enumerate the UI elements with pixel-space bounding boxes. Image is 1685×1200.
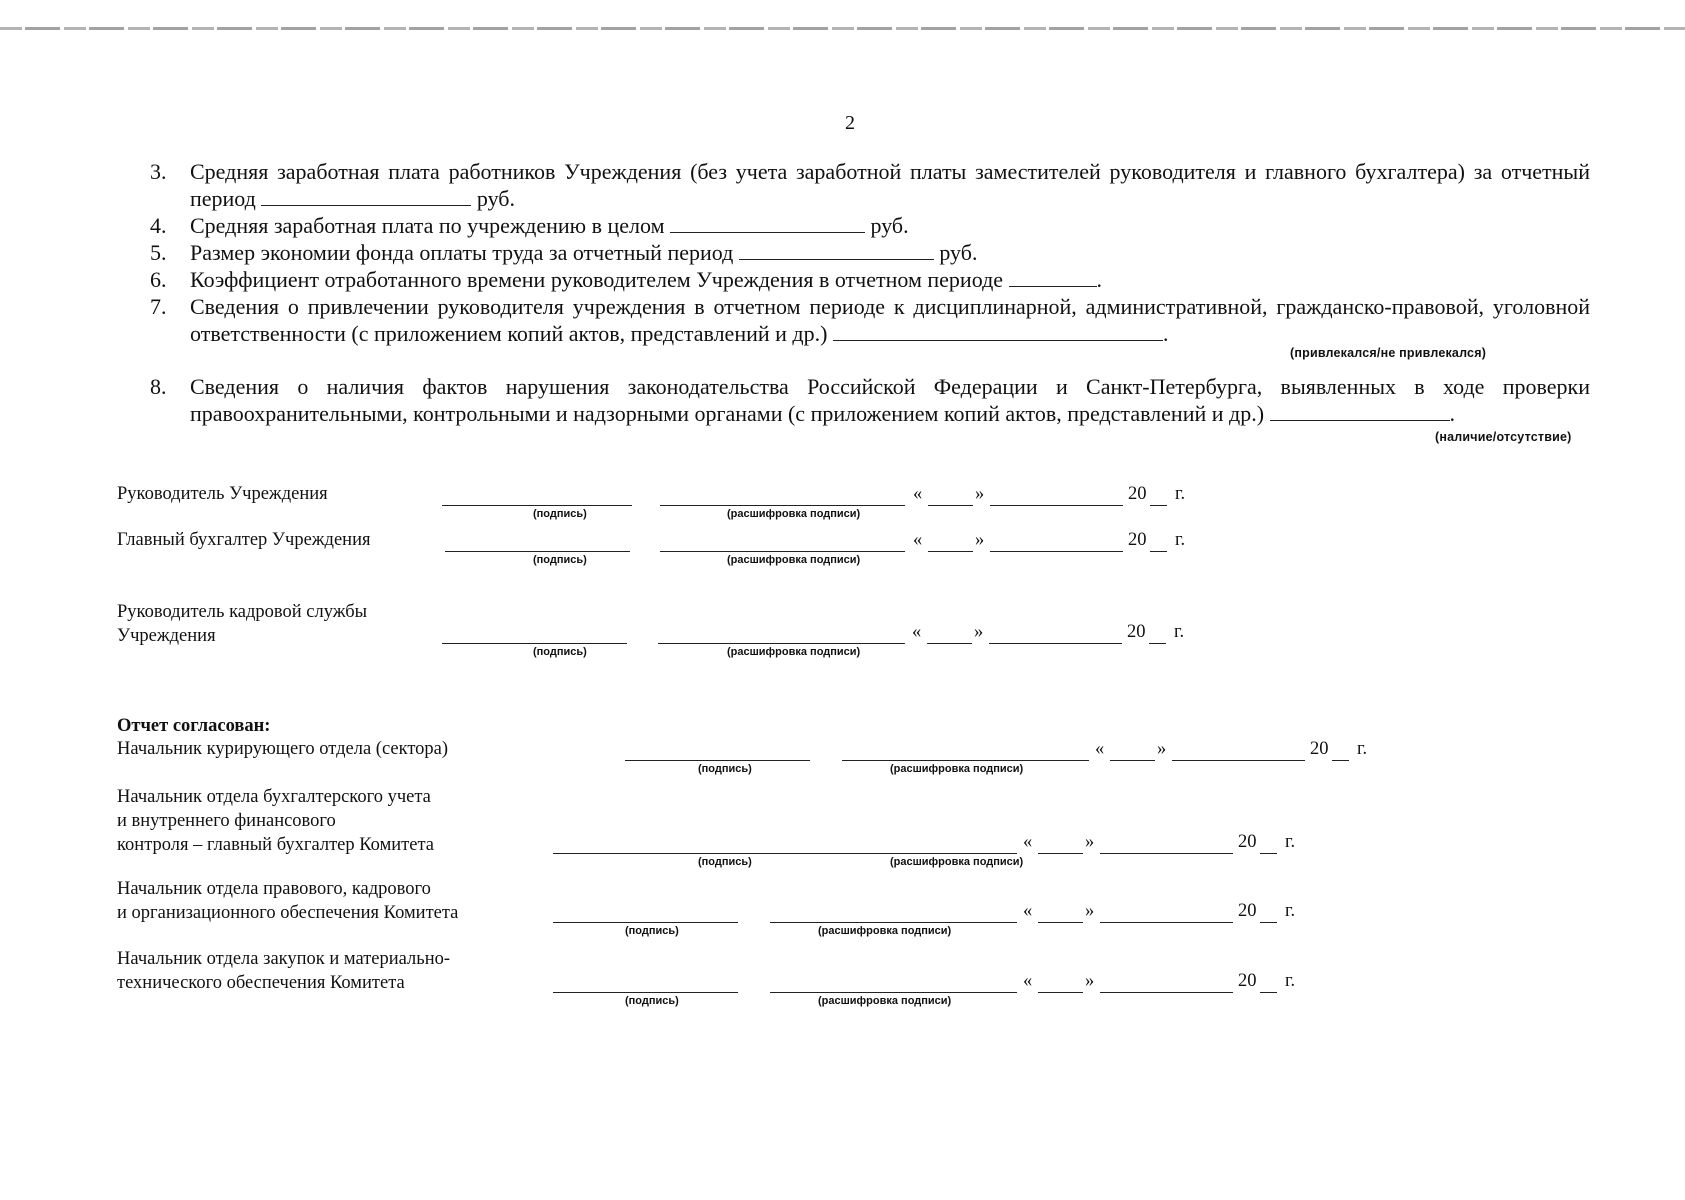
- day-line[interactable]: [1110, 760, 1155, 761]
- year-line[interactable]: [1260, 853, 1277, 854]
- quote-open: «: [1095, 739, 1105, 759]
- item-number: 6.: [150, 267, 167, 292]
- quote-open: «: [1023, 901, 1033, 921]
- item-text: Коэффициент отработанного времени руководителем Учреждения в отчетном периоде: [190, 267, 1004, 292]
- year-line[interactable]: [1150, 551, 1167, 552]
- year-suffix: г.: [1285, 901, 1296, 921]
- year-line[interactable]: [1260, 922, 1277, 923]
- decoding-line[interactable]: [842, 760, 1089, 761]
- quote-open: «: [913, 484, 923, 504]
- list-item: [150, 266, 1590, 293]
- quote-open: «: [1023, 971, 1033, 991]
- year-prefix: 20: [1238, 832, 1257, 852]
- day-line[interactable]: [928, 551, 973, 552]
- item-text: Средняя заработная плата работников Учреждения (без учета заработной платы заместителей руководителя и главного бухгалтера) за отчетный период: [190, 159, 1590, 211]
- caption-signature: (подпись): [698, 856, 752, 868]
- item-suffix: .: [1162, 321, 1169, 346]
- year-prefix: 20: [1238, 971, 1257, 991]
- approval-title: Отчет согласован:: [117, 716, 271, 736]
- day-line[interactable]: [1038, 853, 1083, 854]
- item-8-note: (наличие/отсутствие): [1435, 430, 1572, 444]
- signature-line[interactable]: [553, 992, 738, 993]
- caption-signature: (подпись): [533, 554, 587, 566]
- signature-line[interactable]: [442, 643, 627, 644]
- month-line[interactable]: [990, 551, 1123, 552]
- list-item: [150, 293, 1590, 347]
- month-line[interactable]: [1100, 853, 1233, 854]
- month-line[interactable]: [1172, 760, 1305, 761]
- month-line[interactable]: [989, 643, 1122, 644]
- item-text: Сведения о привлечении руководителя учреждения в отчетном периоде к дисциплинарной, административной, гражданско-правовой, уголовной ответственности (с приложением копий актов, представлений и др.): [190, 294, 1590, 346]
- decoding-line[interactable]: [660, 551, 905, 552]
- list-item: [150, 239, 1590, 266]
- day-line[interactable]: [1038, 922, 1083, 923]
- report-items-list: [150, 158, 1590, 427]
- item-suffix: .: [1449, 401, 1456, 426]
- signature-line[interactable]: [442, 505, 632, 506]
- day-line[interactable]: [928, 505, 973, 506]
- signer-label: Руководитель кадровой службы Учреждения: [117, 602, 368, 646]
- quote-close: »: [1085, 971, 1095, 991]
- year-suffix: г.: [1175, 530, 1186, 550]
- caption-signature: (подпись): [533, 508, 587, 520]
- signer-label: Главный бухгалтер Учреждения: [117, 530, 371, 550]
- year-line[interactable]: [1332, 760, 1349, 761]
- quote-close: »: [1085, 901, 1095, 921]
- item-number: 3.: [150, 159, 167, 184]
- approver-label: Начальник отдела бухгалтерского учета и внутреннего финансового контроля – главный бухгалтер Комитета: [117, 787, 435, 855]
- year-suffix: г.: [1175, 484, 1186, 504]
- fill-in-blank[interactable]: [261, 185, 471, 206]
- fill-in-blank[interactable]: [739, 239, 934, 260]
- caption-decoding: (расшифровка подписи): [727, 646, 861, 658]
- caption-signature: (подпись): [533, 646, 587, 658]
- year-suffix: г.: [1285, 971, 1296, 991]
- caption-decoding: (расшифровка подписи): [727, 554, 861, 566]
- decoding-line[interactable]: [770, 853, 1017, 854]
- quote-open: «: [913, 530, 923, 550]
- approver-label: Начальник отдела закупок и материально- технического обеспечения Комитета: [117, 949, 451, 993]
- caption-decoding: (расшифровка подписи): [818, 925, 952, 937]
- caption-decoding: (расшифровка подписи): [890, 763, 1024, 775]
- item-7-note: (привлекался/не привлекался): [1290, 346, 1487, 360]
- caption-signature: (подпись): [625, 925, 679, 937]
- decoding-line[interactable]: [770, 992, 1017, 993]
- year-suffix: г.: [1174, 622, 1185, 642]
- decoding-line[interactable]: [660, 505, 905, 506]
- day-line[interactable]: [927, 643, 972, 644]
- quote-close: »: [974, 622, 984, 642]
- item-suffix: руб.: [939, 240, 978, 265]
- item-text: Сведения о наличия фактов нарушения законодательства Российской Федерации и Санкт-Петербурга, выявленных в ходе проверки правоохранительными, контрольными и надзорными органами (с приложением копий актов, представлений и др.): [190, 374, 1590, 426]
- year-suffix: г.: [1357, 739, 1368, 759]
- caption-signature: (подпись): [625, 995, 679, 1007]
- approver-label: Начальник отдела правового, кадрового и организационного обеспечения Комитета: [117, 879, 459, 923]
- list-item: [150, 158, 1590, 212]
- year-line[interactable]: [1150, 505, 1167, 506]
- year-prefix: 20: [1310, 739, 1329, 759]
- year-prefix: 20: [1128, 484, 1147, 504]
- month-line[interactable]: [1100, 922, 1233, 923]
- item-number: 8.: [150, 374, 167, 399]
- year-suffix: г.: [1285, 832, 1296, 852]
- month-line[interactable]: [1100, 992, 1233, 993]
- caption-signature: (подпись): [698, 763, 752, 775]
- quote-close: »: [975, 484, 985, 504]
- year-line[interactable]: [1260, 992, 1277, 993]
- item-text: Средняя заработная плата по учреждению в целом: [190, 213, 665, 238]
- item-text: Размер экономии фонда оплаты труда за отчетный период: [190, 240, 734, 265]
- fill-in-blank[interactable]: [833, 320, 1163, 341]
- quote-open: «: [1023, 832, 1033, 852]
- year-prefix: 20: [1238, 901, 1257, 921]
- signature-line[interactable]: [553, 922, 738, 923]
- caption-decoding: (расшифровка подписи): [890, 856, 1024, 868]
- caption-decoding: (расшифровка подписи): [727, 508, 861, 520]
- page-number: 2: [845, 112, 855, 134]
- quote-close: »: [1085, 832, 1095, 852]
- year-line[interactable]: [1149, 643, 1166, 644]
- item-suffix: руб.: [870, 213, 909, 238]
- item-number: 4.: [150, 213, 167, 238]
- item-number: 7.: [150, 294, 167, 319]
- year-prefix: 20: [1128, 530, 1147, 550]
- signature-line[interactable]: [445, 551, 630, 552]
- fill-in-blank[interactable]: [1009, 266, 1097, 287]
- list-item: [150, 212, 1590, 239]
- quote-close: »: [1157, 739, 1167, 759]
- list-item: [150, 373, 1590, 427]
- signature-line[interactable]: [625, 760, 810, 761]
- day-line[interactable]: [1038, 992, 1083, 993]
- caption-decoding: (расшифровка подписи): [818, 995, 952, 1007]
- item-number: 5.: [150, 240, 167, 265]
- quote-close: »: [975, 530, 985, 550]
- signer-label: Руководитель Учреждения: [117, 484, 328, 504]
- item-suffix: руб.: [476, 186, 515, 211]
- decoding-line[interactable]: [770, 922, 1017, 923]
- quote-open: «: [912, 622, 922, 642]
- item-suffix: .: [1096, 267, 1103, 292]
- fill-in-blank[interactable]: [1270, 400, 1450, 421]
- approver-label: Начальник курирующего отдела (сектора): [117, 739, 449, 759]
- decoding-line[interactable]: [658, 643, 905, 644]
- year-prefix: 20: [1127, 622, 1146, 642]
- month-line[interactable]: [990, 505, 1123, 506]
- scan-edge-artifact: [0, 27, 1685, 30]
- fill-in-blank[interactable]: [670, 212, 865, 233]
